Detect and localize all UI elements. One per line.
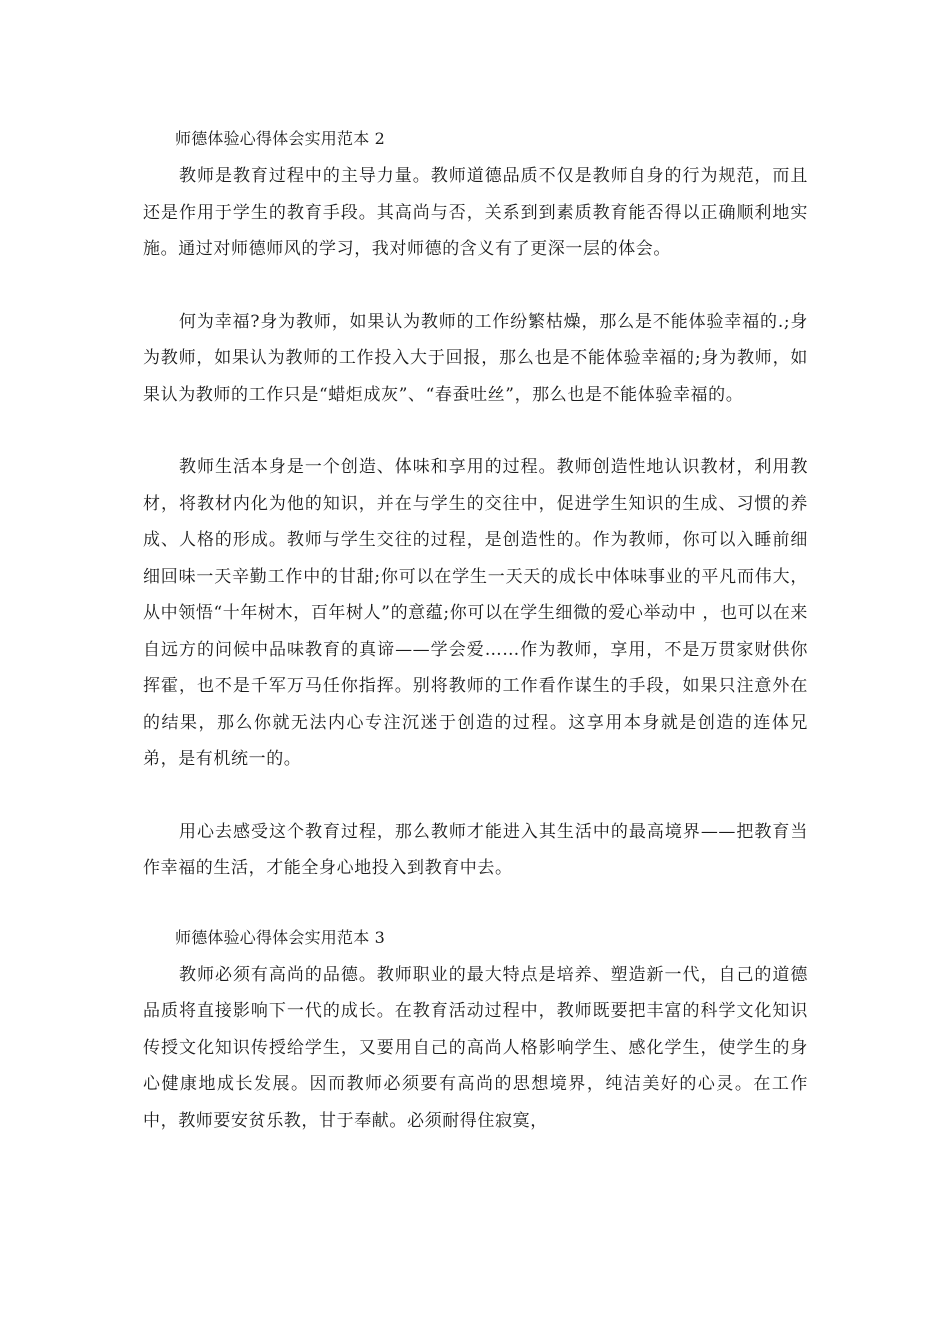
paragraph-1: 教师是教育过程中的主导力量。教师道德品质不仅是教师自身的行为规范，而且还是作用于学生的教育手段。其高尚与否，关系到到素质教育能否得以正确顺利地实施。通过对师德师风的学习，我对师德的含义有了更深一层的体会。	[143, 166, 808, 259]
paragraph-5: 教师必须有高尚的品德。教师职业的最大特点是培养、塑造新一代，自己的道德品质将直接影响下一代的成长。在教育活动过程中，教师既要把丰富的科学文化知识传授文化知识传授给学生，又要用自己的高尚人格影响学生、感化学生，使学生的身心健康地成长发展。因而教师必须要有高尚的思想境界，纯洁美好的心灵。在工作中，教师要安贫乐教，甘于奉献。必须耐得住寂寞，	[143, 964, 808, 1131]
paragraph-2: 何为幸福?身为教师，如果认为教师的工作纷繁枯燥，那么是不能体验幸福的.;身为教师，如果认为教师的工作投入大于回报，那么也是不能体验幸福的;身为教师，如果认为教师的工作只是“蜡炬成灰”、“春蚕吐丝”，那么也是不能体验幸福的。	[143, 311, 808, 405]
document-body	[143, 124, 808, 1139]
paragraph-3: 教师生活本身是一个创造、体味和享用的过程。教师创造性地认识教材，利用教材，将教材内化为他的知识，并在与学生的交往中，促进学生知识的生成、习惯的养成、人格的形成。教师与学生交往的过程，是创造性的。作为教师，你可以入睡前细细回味一天辛勤工作中的甘甜;你可以在学生一天天的成长中体味事业的平凡而伟大，从中领悟“十年树木，百年树人”的意蕴;你可以在学生细微的爱心举动中 ，也可以在来自远方的问候中品味教育的真谛——学会爱……作为教师，享用，不是万贯家财供你挥霍，也不是千军万马任你指挥。别将教师的工作看作谋生的手段，如果只注意外在的结果，那么你就无法内心专注沉迷于创造的过程。这享用本身就是创造的连体兄弟，是有机统一的。	[143, 457, 808, 769]
section-heading-3: 师德体验心得体会实用范本 3	[175, 927, 386, 947]
section-heading-2: 师德体验心得体会实用范本 2	[175, 129, 386, 148]
paragraph-4: 用心去感受这个教育过程，那么教师才能进入其生活中的最高境界——把教育当作幸福的生活，才能全身心地投入到教育中去。	[143, 821, 808, 878]
